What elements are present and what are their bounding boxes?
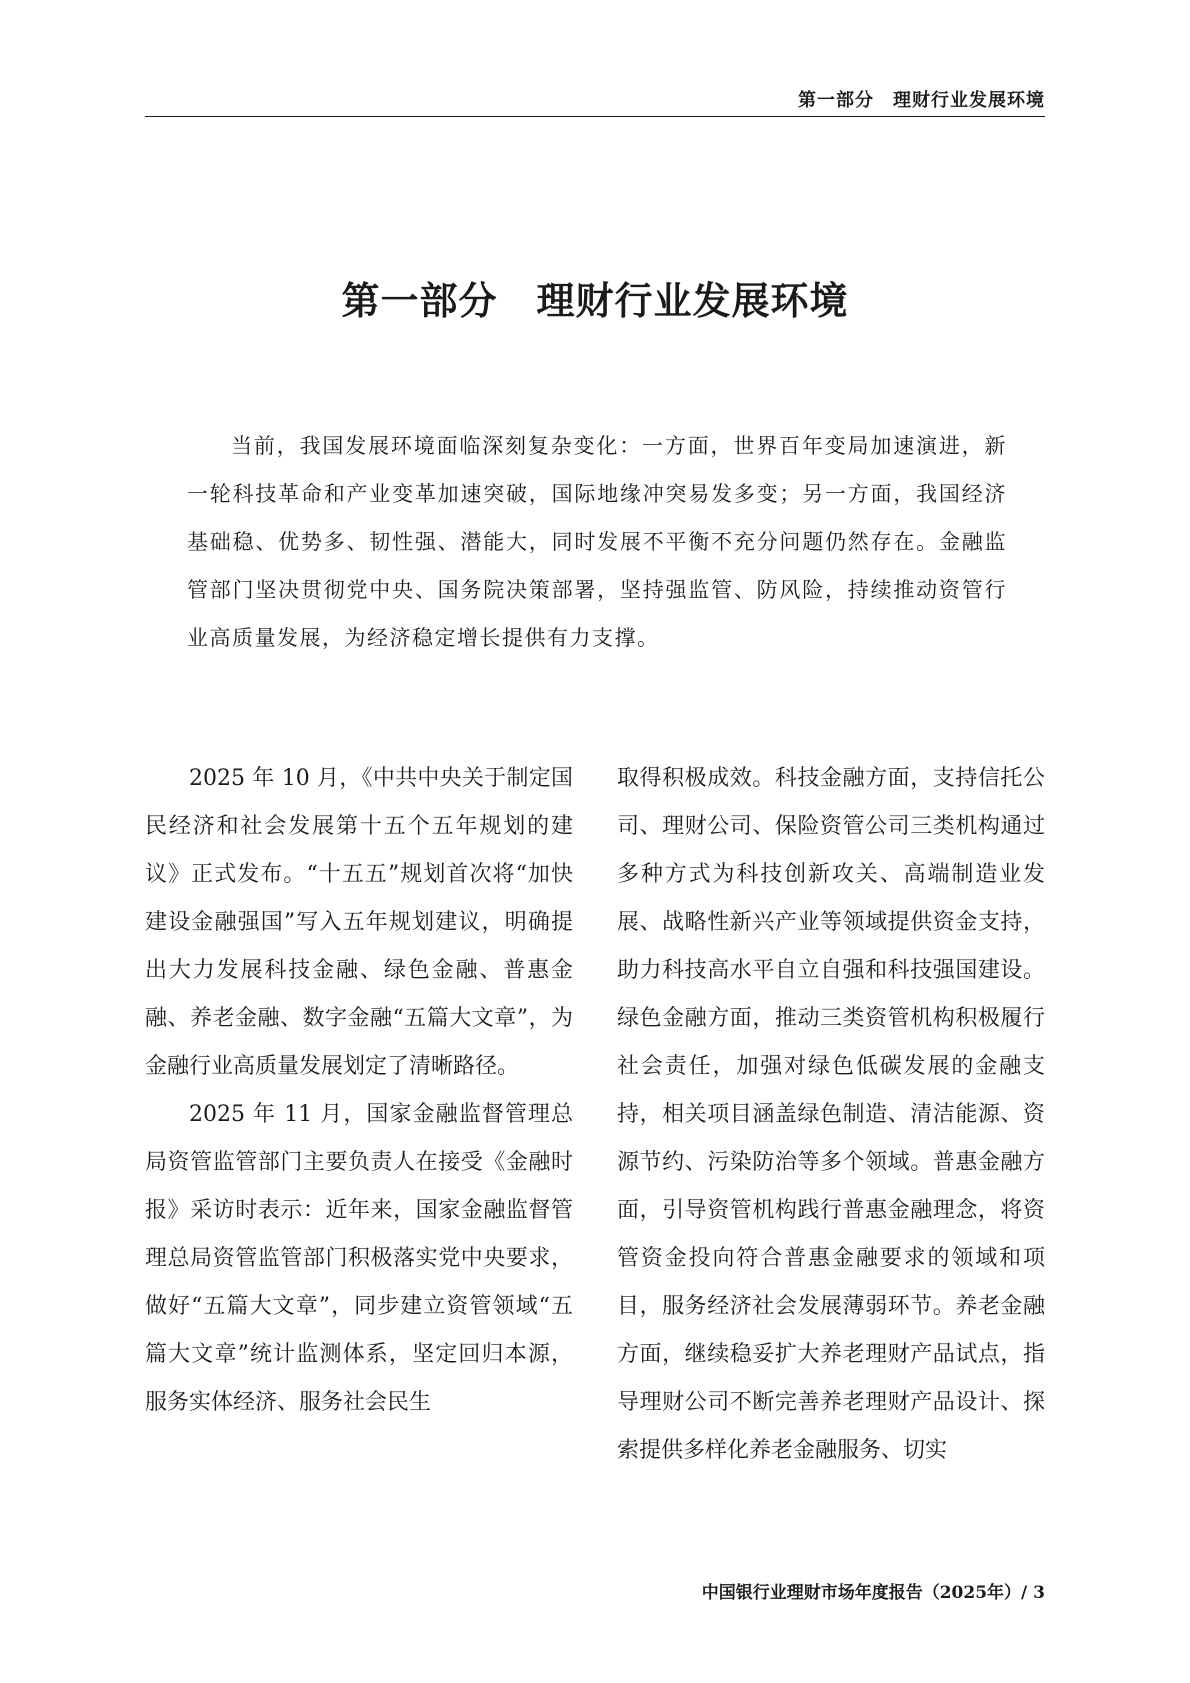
body-paragraph: 2025 年 10 月，《中共中央关于制定国民经济和社会发展第十五个五年规划的建议》正式发布。“十五五”规划首次将“加快建设金融强国”写入五年规划建议，明确提出大力发展科技金融、绿色金融、普惠金融、养老金融、数字金融“五篇大文章”，为金融行业高质量发展划定了清晰路径。 <box>145 766 573 1079</box>
header-divider <box>145 116 1045 117</box>
page-footer: 中国银行业理财市场年度报告（2025年）/ 3 <box>701 1583 1045 1603</box>
body-paragraph: 2025 年 11 月，国家金融监督管理总局资管监管部门主要负责人在接受《金融时报》采访时表示：近年来，国家金融监督管理总局资管监管部门积极落实党中央要求，做好“五篇大文章”，同步建立资管领域“五篇大文章”统计监测体系，坚定回归本源，服务实体经济、服务社会民生 <box>145 1102 573 1415</box>
intro-paragraph: 当前，我国发展环境面临深刻复杂变化：一方面，世界百年变局加速演进，新一轮科技革命和产业变革加速突破，国际地缘冲突易发多变；另一方面，我国经济基础稳、优势多、韧性强、潜能大，同时发展不平衡不充分问题仍然存在。金融监管部门坚决贯彻党中央、国务院决策部署，坚持强监管、防风险，持续推动资管行业高质量发展，为经济稳定增长提供有力支撑。 <box>187 434 1007 650</box>
chapter-title: 第一部分 理财行业发展环境 <box>341 278 849 323</box>
running-header: 第一部分 理财行业发展环境 <box>798 90 1045 111</box>
intro-block <box>187 422 1007 662</box>
body-left-column <box>145 755 573 1427</box>
body-paragraph-continued: 取得积极成效。科技金融方面，支持信托公司、理财公司、保险资管公司三类机构通过多种方式为科技创新攻关、高端制造业发展、战略性新兴产业等领域提供资金支持，助力科技高水平自立自强和科技强国建设。绿色金融方面，推动三类资管机构积极履行社会责任，加强对绿色低碳发展的金融支持，相关项目涵盖绿色制造、清洁能源、资源节约、污染防治等多个领域。普惠金融方面，引导资管机构践行普惠金融理念，将资管资金投向符合普惠金融要求的领域和项目，服务经济社会发展薄弱环节。养老金融方面，继续稳妥扩大养老理财产品试点，指导理财公司不断完善养老理财产品设计、探索提供多样化养老金融服务、切实 <box>617 766 1045 1463</box>
body-right-column <box>617 755 1045 1475</box>
